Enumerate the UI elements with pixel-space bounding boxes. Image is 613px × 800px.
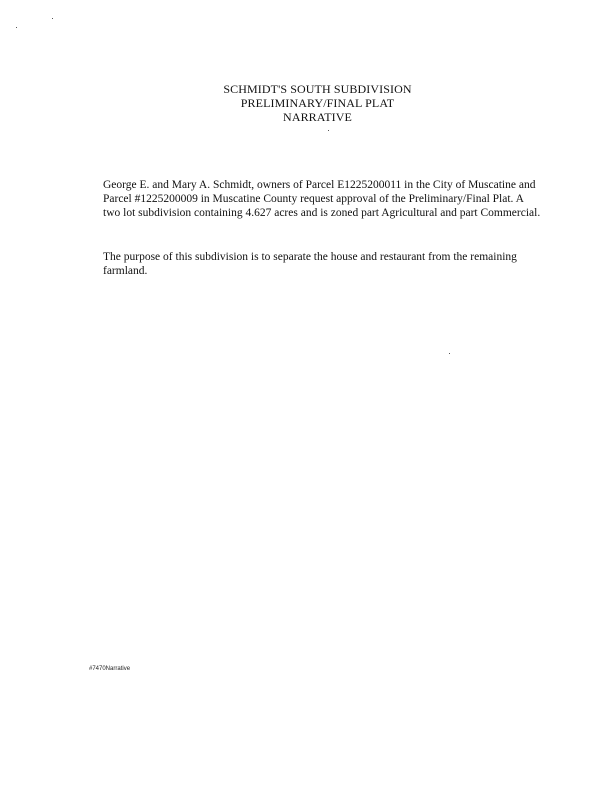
footer-file-reference: #7470Narrative — [89, 666, 131, 672]
paragraph-purpose: The purpose of this subdivision is to separate the house and restaurant from the remaining farmland. — [103, 251, 517, 278]
title-line-plat-type: PRELIMINARY/FINAL PLAT — [240, 96, 395, 110]
title-line-narrative: NARRATIVE — [283, 110, 352, 124]
scan-speck — [16, 27, 17, 28]
document-title — [0, 82, 613, 124]
paragraph-ownership-request: George E. and Mary A. Schmidt, owners of Parcel E1225200011 in the City of Muscatine and Parcel #1225200009 in Muscatine County request approval of the Preliminary/Final Plat. A two lot subdivision containing 4.627 acres and is zoned part Agricultural and part Commercial. — [103, 179, 541, 220]
scan-speck — [328, 130, 329, 131]
scan-speck — [449, 353, 450, 354]
title-line-subdivision-name: SCHMIDT'S SOUTH SUBDIVISION — [223, 82, 412, 96]
scan-speck — [52, 18, 53, 19]
